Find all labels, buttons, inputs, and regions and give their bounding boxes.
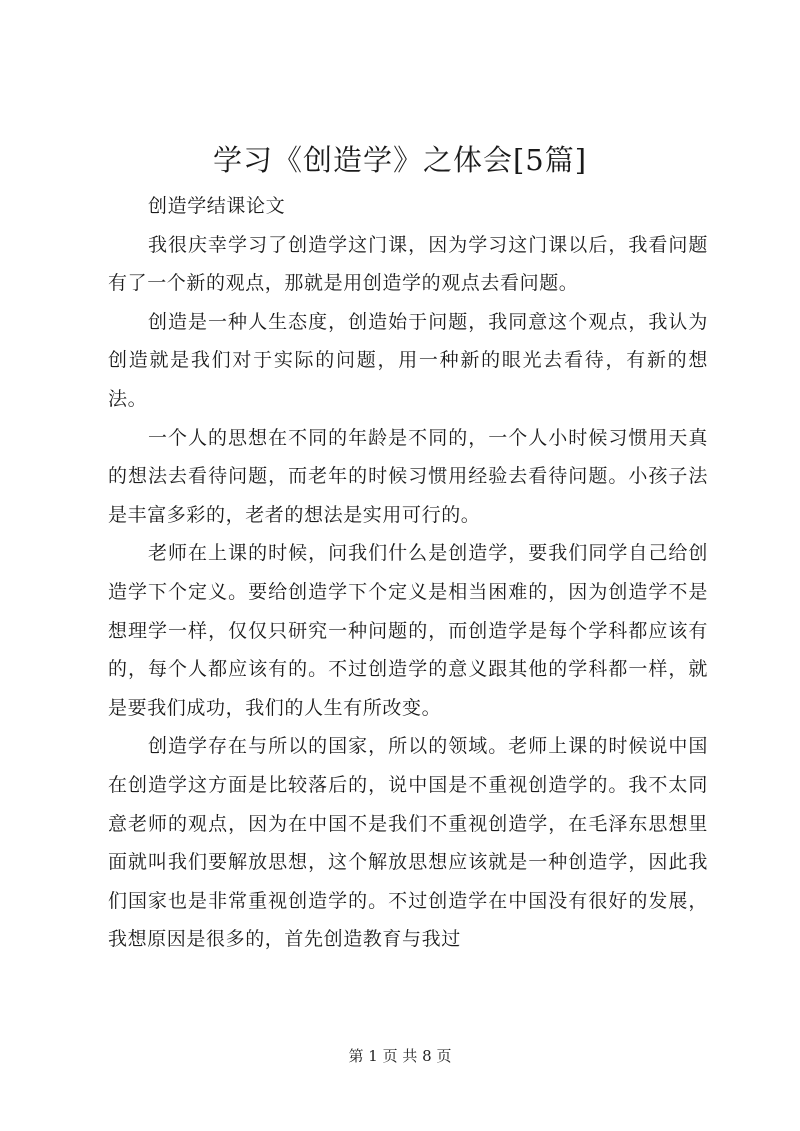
paragraph: 创造学结课论文 bbox=[148, 195, 286, 217]
document-title: 学习《创造学》之体会[5篇] bbox=[212, 143, 588, 177]
paragraph: 创造是一种人生态度，创造始于问题，我同意这个观点，我认为创造就是我们对于实际的问题，用一种新的眼光去看待，有新的想法。 bbox=[108, 310, 708, 410]
page-footer: 第 1 页 共 8 页 bbox=[348, 1047, 452, 1065]
document-body bbox=[108, 187, 708, 959]
paragraph: 我很庆幸学习了创造学这门课，因为学习这门课以后，我看问题有了一个新的观点，那就是用创造学的观点去看问题。 bbox=[108, 233, 708, 295]
paragraph: 创造学存在与所以的国家，所以的领域。老师上课的时候说中国在创造学这方面是比较落后的，说中国是不重视创造学的。我不太同意老师的观点，因为在中国不是我们不重视创造学，在毛泽东思想里面就叫我们要解放思想，这个解放思想应该就是一种创造学，因此我们国家也是非常重视创造学的。不过创造学在中国没有很好的发展，我想原因是很多的，首先创造教育与我过 bbox=[108, 735, 708, 951]
paragraph: 一个人的思想在不同的年龄是不同的，一个人小时候习惯用天真的想法去看待问题，而老年的时候习惯用经验去看待问题。小孩子法是丰富多彩的，老者的想法是实用可行的。 bbox=[108, 426, 708, 526]
paragraph: 老师在上课的时候，问我们什么是创造学，要我们同学自己给创造学下个定义。要给创造学下个定义是相当困难的，因为创造学不是想理学一样，仅仅只研究一种问题的，而创造学是每个学科都应该有的，每个人都应该有的。不过创造学的意义跟其他的学科都一样，就是要我们成功，我们的人生有所改变。 bbox=[108, 542, 708, 719]
